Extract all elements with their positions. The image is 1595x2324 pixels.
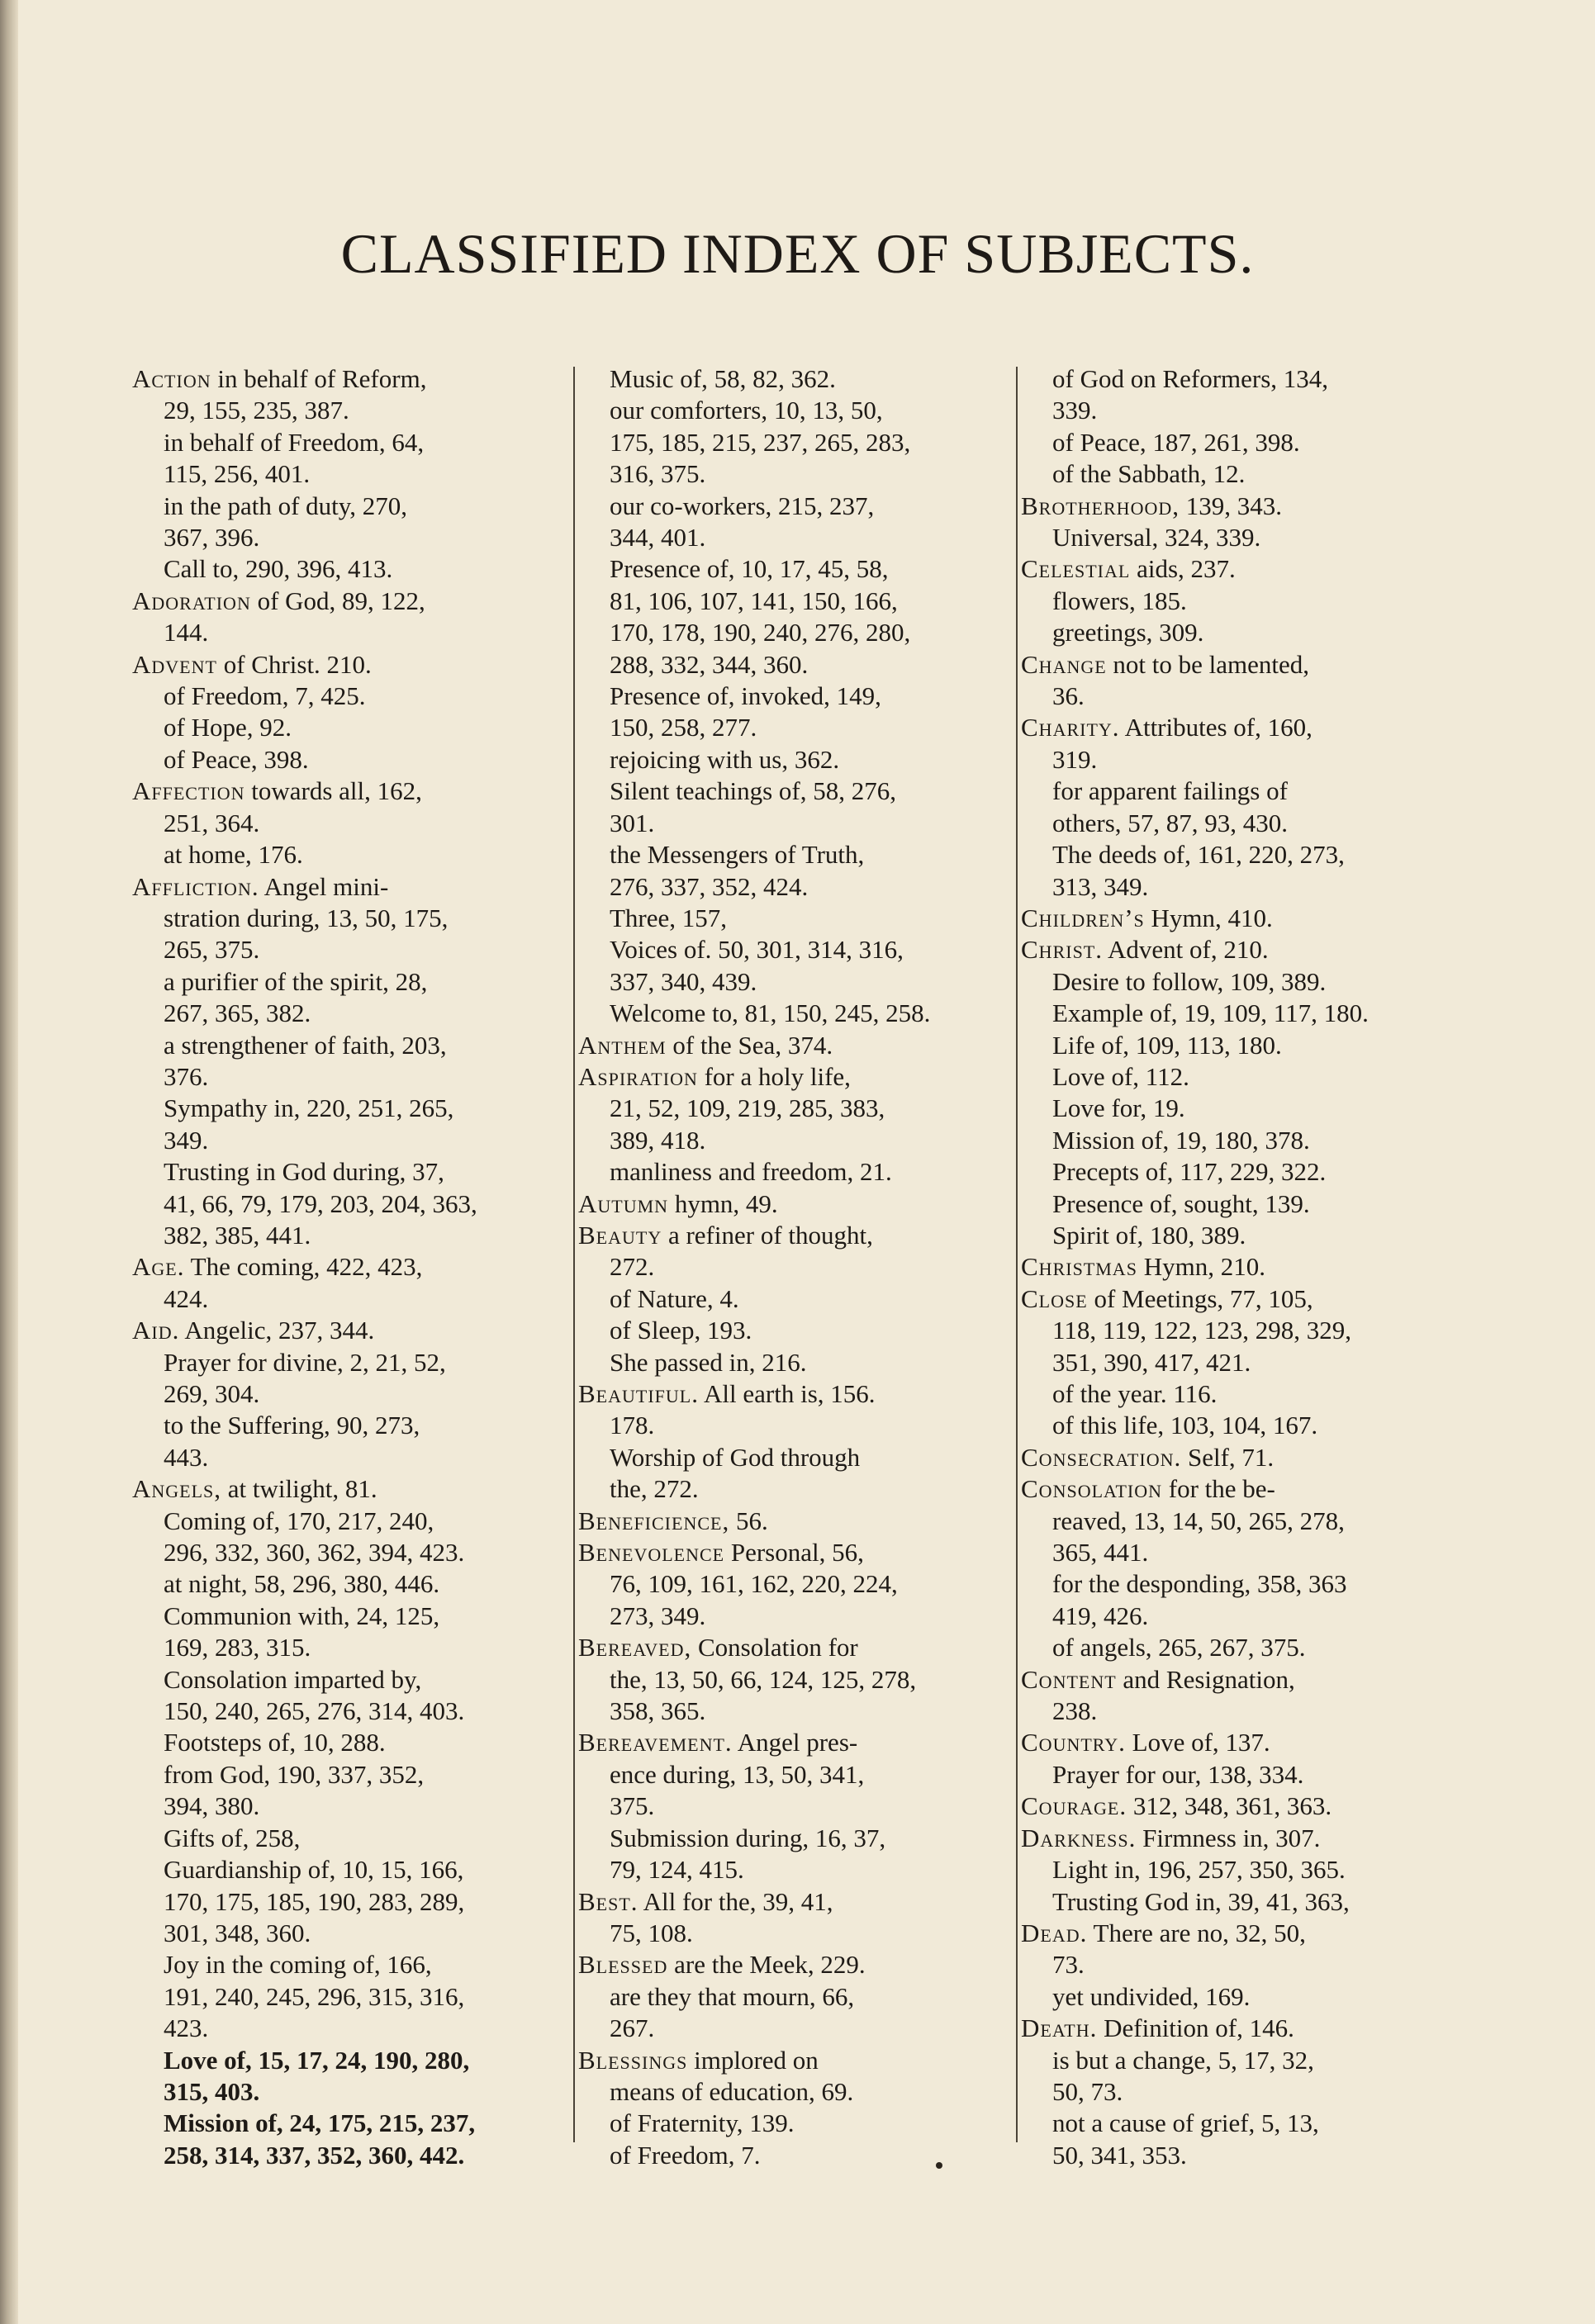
index-subentry: for the desponding, 358, 363 xyxy=(1052,1569,1347,1599)
index-keyword: Change xyxy=(1021,649,1107,679)
index-entry-heading xyxy=(578,1727,1018,1758)
index-entry-heading xyxy=(578,1886,1018,1918)
index-entry-heading xyxy=(132,1315,577,1346)
index-subentry: Universal, 324, 339. xyxy=(1052,523,1261,553)
index-entry-text: Angel pres- xyxy=(732,1728,858,1757)
index-subentry: 76, 109, 161, 162, 220, 224, xyxy=(610,1569,898,1599)
index-entry-text: All earth is, 156. xyxy=(698,1379,876,1408)
index-subentry: 265, 375. xyxy=(164,935,260,965)
index-subentry: Footsteps of, 10, 288. xyxy=(164,1728,386,1757)
index-subentry: flowers, 185. xyxy=(1052,586,1187,615)
index-entry-text: Personal, 56, xyxy=(724,1538,864,1568)
index-subentry: 50, 73. xyxy=(1052,2076,1123,2106)
index-subentry: 351, 390, 417, 421. xyxy=(1052,1347,1251,1377)
index-entry-text: towards all, 162, xyxy=(244,776,422,806)
index-subentry: Light in, 196, 257, 350, 365. xyxy=(1052,1855,1346,1885)
index-entry-heading xyxy=(1021,1823,1467,1854)
index-subentry: of the year. 116. xyxy=(1052,1379,1218,1408)
index-subentry: 339. xyxy=(1052,396,1098,425)
index-keyword: Adoration xyxy=(132,586,251,615)
index-entry-heading xyxy=(578,1188,1018,1220)
index-keyword: Dead. xyxy=(1021,1918,1088,1947)
index-entry-heading xyxy=(1021,934,1467,965)
index-subentry: Prayer for divine, 2, 21, 52, xyxy=(164,1347,446,1377)
index-subentry: Voices of. 50, 301, 314, 316, xyxy=(610,935,904,965)
index-subentry: 315, 403. xyxy=(164,2076,260,2106)
index-subentry: Call to, 290, 396, 413. xyxy=(164,554,393,584)
index-keyword: Beneficience, xyxy=(578,1506,730,1535)
index-column-3 xyxy=(1021,363,1467,2170)
index-entry-heading xyxy=(1021,1790,1467,1822)
index-subentry: Desire to follow, 109, 389. xyxy=(1052,966,1327,996)
index-subentry: 296, 332, 360, 362, 394, 423. xyxy=(164,1538,465,1568)
index-entry-text: aids, 237. xyxy=(1130,554,1236,584)
index-subentry: Love of, 15, 17, 24, 190, 280, xyxy=(164,2045,470,2075)
index-keyword: Charity. xyxy=(1021,713,1120,742)
index-keyword: Celestial xyxy=(1021,554,1131,584)
index-subentry: Trusting in God during, 37, xyxy=(164,1157,444,1187)
index-entry-text: of Meetings, 77, 105, xyxy=(1087,1283,1313,1313)
index-subentry: manliness and freedom, 21. xyxy=(610,1157,892,1187)
index-subentry: 115, 256, 401. xyxy=(164,459,311,489)
index-keyword: Beauty xyxy=(578,1220,662,1250)
index-keyword: Age. xyxy=(132,1252,185,1282)
index-subentry: Presence of, sought, 139. xyxy=(1052,1188,1310,1218)
index-subentry: 367, 396. xyxy=(164,523,260,553)
index-entry-heading xyxy=(132,1251,577,1283)
index-subentry: Worship of God through xyxy=(610,1442,861,1472)
index-keyword: Blessings xyxy=(578,2045,688,2075)
index-subentry: Gifts of, 258, xyxy=(164,1823,301,1852)
index-entry-heading xyxy=(132,363,577,395)
index-entry-text: of the Sea, 374. xyxy=(666,1030,833,1060)
index-subentry: to the Suffering, 90, 273, xyxy=(164,1411,420,1440)
page-title: CLASSIFIED INDEX OF SUBJECTS. xyxy=(340,222,1255,285)
index-entry-text: hymn, 49. xyxy=(668,1188,778,1218)
index-column-2 xyxy=(578,363,1018,2170)
index-entry-heading xyxy=(132,775,577,807)
index-subentry: 344, 401. xyxy=(610,523,706,553)
index-subentry: Love for, 19. xyxy=(1052,1093,1185,1123)
index-entry-heading xyxy=(1021,1664,1467,1696)
index-entry-heading xyxy=(1021,1442,1467,1473)
index-subentry: 376. xyxy=(164,1061,209,1091)
index-subentry: Love of, 112. xyxy=(1052,1061,1189,1091)
index-subentry: Joy in the coming of, 166, xyxy=(164,1950,432,1980)
index-subentry: 419, 426. xyxy=(1052,1601,1149,1630)
index-subentry: 170, 178, 190, 240, 276, 280, xyxy=(610,618,911,647)
index-subentry: 288, 332, 344, 360. xyxy=(610,649,809,679)
index-entry-heading xyxy=(578,2045,1018,2076)
index-subentry: 424. xyxy=(164,1283,209,1313)
index-subentry: 389, 418. xyxy=(610,1125,706,1155)
index-subentry: Guardianship of, 10, 15, 166, xyxy=(164,1855,464,1885)
index-keyword: Affliction. xyxy=(132,871,259,901)
index-keyword: Beautiful. xyxy=(578,1379,699,1408)
index-subentry: Mission of, 19, 180, 378. xyxy=(1052,1125,1310,1155)
index-entry-text: Angel mini- xyxy=(259,871,389,901)
index-subentry: of Peace, 187, 261, 398. xyxy=(1052,427,1300,457)
index-subentry: 251, 364. xyxy=(164,808,260,837)
index-subentry: 178. xyxy=(610,1411,655,1440)
index-subentry: of Nature, 4. xyxy=(610,1283,739,1313)
index-entry-heading xyxy=(1021,903,1467,934)
index-entry-text: Definition of, 146. xyxy=(1097,2013,1294,2043)
index-subentry: a strengthener of faith, 203, xyxy=(164,1030,447,1060)
index-entry-text: of Christ. 210. xyxy=(216,649,372,679)
index-entry-text: implored on xyxy=(687,2045,819,2075)
index-subentry: 349. xyxy=(164,1125,209,1155)
index-entry-text: All for the, 39, 41, xyxy=(638,1886,833,1916)
index-subentry: 423. xyxy=(164,2013,209,2043)
index-entry-text: and Resignation, xyxy=(1116,1664,1295,1694)
index-entry-text: in behalf of Reform, xyxy=(211,364,427,393)
index-subentry: Submission during, 16, 37, xyxy=(610,1823,886,1852)
index-keyword: Consolation xyxy=(1021,1474,1163,1504)
index-keyword: Country. xyxy=(1021,1728,1126,1757)
index-subentry: 269, 304. xyxy=(164,1379,260,1408)
index-subentry: Three, 157, xyxy=(610,903,728,932)
index-subentry: Silent teachings of, 58, 276, xyxy=(610,776,896,806)
index-subentry: 316, 375. xyxy=(610,459,706,489)
index-subentry: of Hope, 92. xyxy=(164,713,292,742)
index-subentry: the Messengers of Truth, xyxy=(610,840,865,870)
index-subentry: at night, 58, 296, 380, 446. xyxy=(164,1569,440,1599)
index-subentry: 301, 348, 360. xyxy=(164,1918,311,1947)
index-entry-text: 56. xyxy=(729,1506,768,1535)
index-keyword: Action xyxy=(132,364,211,393)
index-subentry: others, 57, 87, 93, 430. xyxy=(1052,808,1289,837)
index-subentry: Mission of, 24, 175, 215, 237, xyxy=(164,2108,476,2138)
index-keyword: Bereavement. xyxy=(578,1728,733,1757)
index-subentry: of the Sabbath, 12. xyxy=(1052,459,1246,489)
index-subentry: 79, 124, 415. xyxy=(610,1855,744,1885)
index-subentry: Trusting God in, 39, 41, 363, xyxy=(1052,1886,1350,1916)
index-subentry: 169, 283, 315. xyxy=(164,1633,311,1662)
index-subentry: for apparent failings of xyxy=(1052,776,1288,806)
index-entry-text: for a holy life, xyxy=(697,1061,851,1091)
index-entry-heading xyxy=(132,649,577,681)
index-entry-text: The coming, 422, 423, xyxy=(184,1252,423,1282)
index-keyword: Christmas xyxy=(1021,1252,1137,1282)
index-subentry: our co-workers, 215, 237, xyxy=(610,491,875,520)
index-subentry: 267. xyxy=(610,2013,655,2043)
index-entry-heading xyxy=(1021,1251,1467,1283)
index-entry-text: of God, 89, 122, xyxy=(250,586,425,615)
index-subentry: 36. xyxy=(1052,681,1085,711)
index-keyword: Affection xyxy=(132,776,245,806)
index-subentry: Life of, 109, 113, 180. xyxy=(1052,1030,1282,1060)
index-subentry: 144. xyxy=(164,618,209,647)
index-entry-text: Love of, 137. xyxy=(1125,1728,1270,1757)
index-entry-text: 312, 348, 361, 363. xyxy=(1127,1791,1332,1821)
index-keyword: Content xyxy=(1021,1664,1117,1694)
index-subentry: ence during, 13, 50, 341, xyxy=(610,1759,865,1789)
index-column-1 xyxy=(132,363,577,2170)
index-subentry: 443. xyxy=(164,1442,209,1472)
index-entry-text: are the Meek, 229. xyxy=(667,1950,866,1980)
index-subentry: Consolation imparted by, xyxy=(164,1664,422,1694)
page-binding-edge xyxy=(0,0,18,2324)
index-keyword: Best. xyxy=(578,1886,638,1916)
index-entry-heading xyxy=(132,871,577,903)
index-subentry: Spirit of, 180, 389. xyxy=(1052,1220,1246,1250)
index-subentry: not a cause of grief, 5, 13, xyxy=(1052,2108,1319,2138)
index-entry-text: for the be- xyxy=(1162,1474,1275,1504)
index-subentry: are they that mourn, 66, xyxy=(610,1981,855,2011)
page-mark xyxy=(936,2162,942,2169)
index-subentry: 191, 240, 245, 296, 315, 316, xyxy=(164,1981,465,2011)
index-subentry: Presence of, 10, 17, 45, 58, xyxy=(610,554,889,584)
index-keyword: Close xyxy=(1021,1283,1088,1313)
index-subentry: Sympathy in, 220, 251, 265, xyxy=(164,1093,454,1123)
index-entry-heading xyxy=(578,1378,1018,1410)
index-subentry: rejoicing with us, 362. xyxy=(610,744,840,774)
index-subentry: our comforters, 10, 13, 50, xyxy=(610,396,883,425)
index-subentry: 21, 52, 109, 219, 285, 383, xyxy=(610,1093,885,1123)
index-keyword: Aspiration xyxy=(578,1061,698,1091)
index-subentry: 273, 349. xyxy=(610,1601,706,1630)
index-subentry: 118, 119, 122, 123, 298, 329, xyxy=(1052,1316,1351,1345)
index-subentry: of this life, 103, 104, 167. xyxy=(1052,1411,1318,1440)
index-entry-heading xyxy=(1021,1283,1467,1315)
index-keyword: Aid. xyxy=(132,1316,180,1345)
index-keyword: Bereaved, xyxy=(578,1633,692,1662)
index-subentry: in the path of duty, 270, xyxy=(164,491,408,520)
index-subentry: the, 272. xyxy=(610,1474,699,1504)
index-subentry: 29, 155, 235, 387. xyxy=(164,396,349,425)
index-keyword: Christ. xyxy=(1021,935,1103,965)
index-subentry: greetings, 309. xyxy=(1052,618,1204,647)
index-entry-heading xyxy=(578,1030,1018,1061)
index-subentry: 238. xyxy=(1052,1696,1098,1726)
index-entry-heading xyxy=(1021,491,1467,522)
index-subentry: a purifier of the spirit, 28, xyxy=(164,966,428,996)
index-subentry: 358, 365. xyxy=(610,1696,706,1726)
index-subentry: 394, 380. xyxy=(164,1791,260,1821)
index-subentry: in behalf of Freedom, 64, xyxy=(164,427,425,457)
index-subentry: of God on Reformers, 134, xyxy=(1052,364,1329,393)
index-keyword: Blessed xyxy=(578,1950,668,1980)
index-subentry: at home, 176. xyxy=(164,840,303,870)
index-entry-heading xyxy=(578,1506,1018,1537)
index-subentry: 301. xyxy=(610,808,655,837)
index-entry-text: at twilight, 81. xyxy=(221,1474,377,1504)
index-entry-heading xyxy=(1021,649,1467,681)
index-subentry: 267, 365, 382. xyxy=(164,998,311,1028)
index-subentry: 258, 314, 337, 352, 360, 442. xyxy=(164,2140,465,2170)
index-entry-text: Hymn, 410. xyxy=(1144,903,1273,932)
index-subentry: 365, 441. xyxy=(1052,1538,1149,1568)
index-entry-heading xyxy=(578,1632,1018,1663)
index-entry-text: Firmness in, 307. xyxy=(1136,1823,1321,1852)
index-subentry: 41, 66, 79, 179, 203, 204, 363, xyxy=(164,1188,477,1218)
index-subentry: 313, 349. xyxy=(1052,871,1149,901)
index-subentry: Music of, 58, 82, 362. xyxy=(610,364,836,393)
index-subentry: 170, 175, 185, 190, 283, 289, xyxy=(164,1886,465,1916)
index-entry-heading xyxy=(1021,1727,1467,1758)
index-keyword: Brotherhood, xyxy=(1021,491,1180,520)
index-entry-heading xyxy=(1021,712,1467,743)
index-subentry: 382, 385, 441. xyxy=(164,1220,311,1250)
index-subentry: 375. xyxy=(610,1791,655,1821)
index-keyword: Death. xyxy=(1021,2013,1098,2043)
index-subentry: Precepts of, 117, 229, 322. xyxy=(1052,1157,1327,1187)
index-subentry: Presence of, invoked, 149, xyxy=(610,681,881,711)
index-entry-heading xyxy=(1021,1918,1467,1949)
index-subentry: 150, 258, 277. xyxy=(610,713,757,742)
index-keyword: Autumn xyxy=(578,1188,669,1218)
index-keyword: Children’s xyxy=(1021,903,1145,932)
index-entry-text: Self, 71. xyxy=(1181,1442,1275,1472)
index-subentry: Example of, 19, 109, 117, 180. xyxy=(1052,998,1369,1028)
index-subentry: 175, 185, 215, 237, 265, 283, xyxy=(610,427,911,457)
index-subentry: of angels, 265, 267, 375. xyxy=(1052,1633,1306,1662)
index-subentry: from God, 190, 337, 352, xyxy=(164,1759,425,1789)
index-entry-text: Attributes of, 160, xyxy=(1119,713,1313,742)
index-entry-heading xyxy=(578,1949,1018,1980)
index-subentry: Prayer for our, 138, 334. xyxy=(1052,1759,1304,1789)
index-subentry: Coming of, 170, 217, 240, xyxy=(164,1506,434,1535)
index-subentry: Communion with, 24, 125, xyxy=(164,1601,440,1630)
index-entry-heading xyxy=(1021,2013,1467,2044)
index-entry-heading xyxy=(132,1473,577,1505)
index-subentry: The deeds of, 161, 220, 273, xyxy=(1052,840,1345,870)
index-entry-text: Consolation for xyxy=(691,1633,858,1662)
index-subentry: reaved, 13, 14, 50, 265, 278, xyxy=(1052,1506,1345,1535)
index-entry-heading xyxy=(578,1220,1018,1251)
index-subentry: means of education, 69. xyxy=(610,2076,854,2106)
index-subentry: 150, 240, 265, 276, 314, 403. xyxy=(164,1696,465,1726)
index-subentry: of Fraternity, 139. xyxy=(610,2108,795,2138)
index-subentry: of Sleep, 193. xyxy=(610,1316,752,1345)
index-subentry: 73. xyxy=(1052,1950,1085,1980)
index-subentry: stration during, 13, 50, 175, xyxy=(164,903,449,932)
index-subentry: Welcome to, 81, 150, 245, 258. xyxy=(610,998,931,1028)
index-entry-text: Angelic, 237, 344. xyxy=(179,1316,375,1345)
index-subentry: 276, 337, 352, 424. xyxy=(610,871,809,901)
index-keyword: Anthem xyxy=(578,1030,667,1060)
index-keyword: Courage. xyxy=(1021,1791,1127,1821)
index-subentry: She passed in, 216. xyxy=(610,1347,807,1377)
index-subentry: 272. xyxy=(610,1252,655,1282)
index-entry-text: There are no, 32, 50, xyxy=(1087,1918,1306,1947)
index-subentry: is but a change, 5, 17, 32, xyxy=(1052,2045,1314,2075)
index-keyword: Darkness. xyxy=(1021,1823,1137,1852)
index-entry-text: Advent of, 210. xyxy=(1103,935,1269,965)
index-subentry: 319. xyxy=(1052,744,1098,774)
index-subentry: 337, 340, 439. xyxy=(610,966,757,996)
index-subentry: the, 13, 50, 66, 124, 125, 278, xyxy=(610,1664,917,1694)
index-entry-text: 139, 343. xyxy=(1179,491,1282,520)
index-subentry: yet undivided, 169. xyxy=(1052,1981,1251,2011)
index-entry-text: a refiner of thought, xyxy=(662,1220,873,1250)
index-subentry: 81, 106, 107, 141, 150, 166, xyxy=(610,586,898,615)
index-subentry: of Freedom, 7, 425. xyxy=(164,681,366,711)
index-entry-heading xyxy=(132,586,577,617)
index-entry-heading xyxy=(1021,553,1467,585)
index-entry-heading xyxy=(1021,1473,1467,1505)
index-subentry: 75, 108. xyxy=(610,1918,693,1947)
index-keyword: Advent xyxy=(132,649,217,679)
index-subentry: of Freedom, 7. xyxy=(610,2140,761,2170)
index-subentry: 50, 341, 353. xyxy=(1052,2140,1187,2170)
index-entry-heading xyxy=(578,1061,1018,1093)
index-entry-text: not to be lamented, xyxy=(1106,649,1310,679)
index-keyword: Benevolence xyxy=(578,1538,725,1568)
index-keyword: Consecration. xyxy=(1021,1442,1182,1472)
index-entry-heading xyxy=(578,1537,1018,1568)
index-keyword: Angels, xyxy=(132,1474,222,1504)
index-entry-text: Hymn, 210. xyxy=(1137,1252,1265,1282)
index-subentry: of Peace, 398. xyxy=(164,744,309,774)
